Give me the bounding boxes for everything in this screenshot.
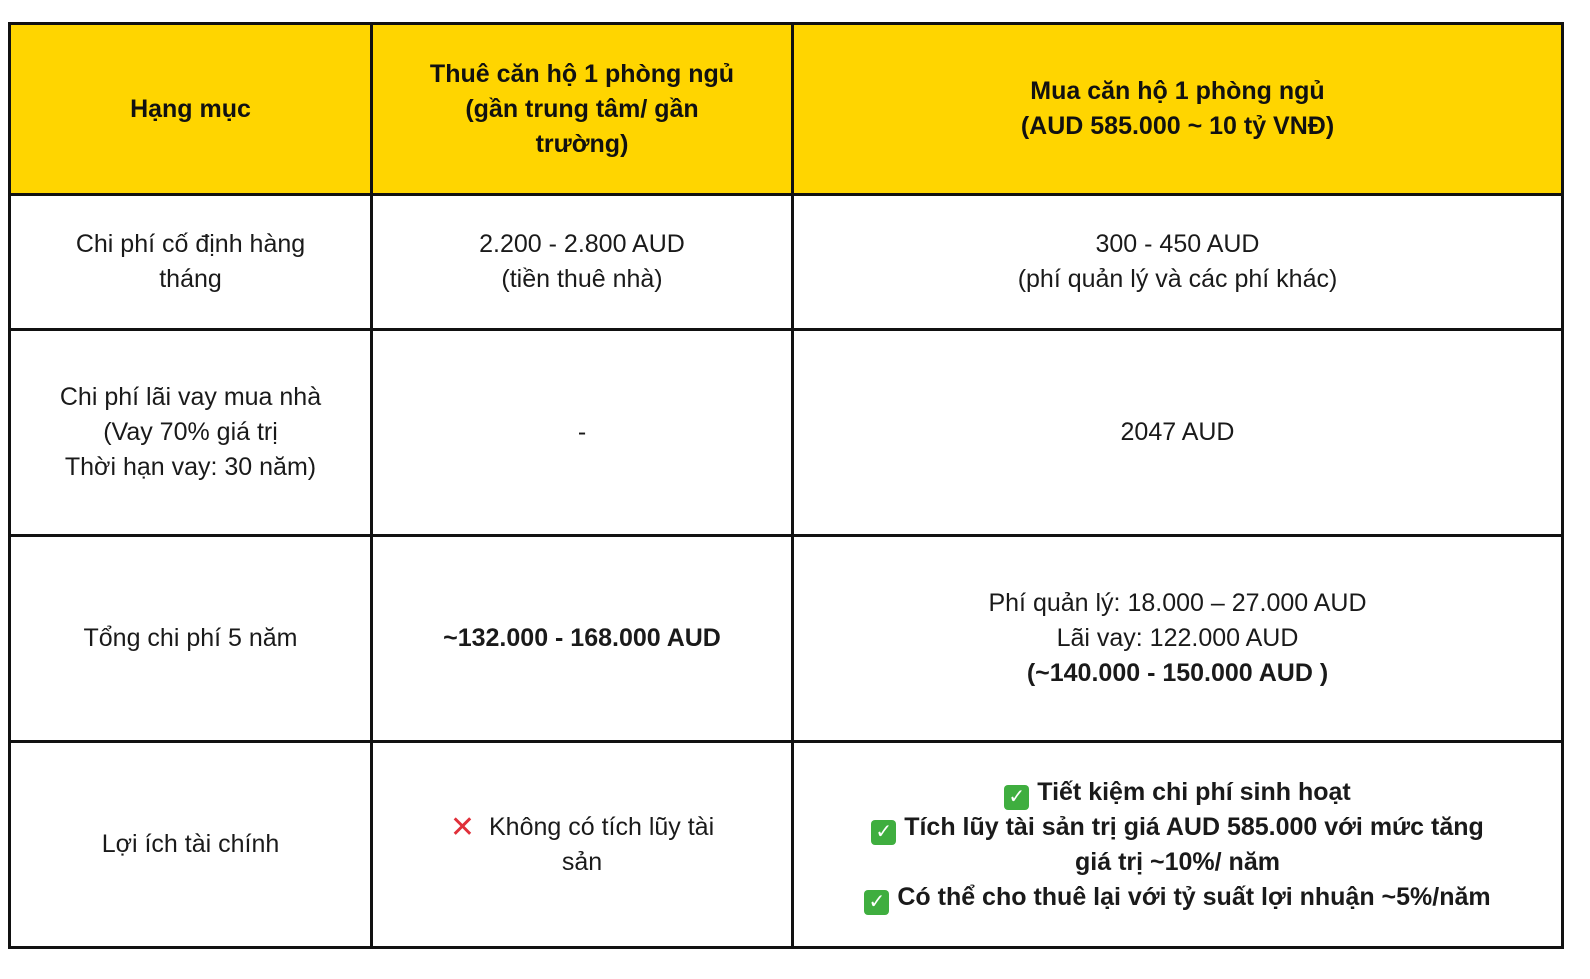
category-cell	[10, 536, 372, 742]
header-buy	[793, 24, 1563, 195]
rent-cell	[372, 742, 793, 948]
category-line: tháng	[159, 265, 222, 293]
header-buy-line: (AUD 585.000 ~ 10 tỷ VNĐ)	[1020, 112, 1335, 140]
header-rent-line: (gần trung tâm/ gần	[465, 94, 699, 123]
category-line: Chi phí lãi vay mua nhà	[59, 383, 322, 411]
table-row	[10, 536, 1563, 742]
check-mark-icon: ✓	[864, 890, 889, 915]
check-mark-icon: ✓	[1004, 785, 1029, 810]
cross-mark-icon: ✕	[449, 810, 475, 844]
buy-total: (~140.000 - 150.000 AUD )	[1026, 659, 1329, 687]
buy-benefit-line	[812, 775, 1543, 810]
table-row	[10, 195, 1563, 330]
buy-benefit-text: Có thể cho thuê lại với tỷ suất lợi nhuận ~5%/năm	[897, 882, 1491, 911]
table-row	[10, 742, 1563, 948]
category-line: Tổng chi phí 5 năm	[83, 624, 298, 652]
rent-cell	[372, 330, 793, 536]
buy-benefit-line	[812, 810, 1543, 845]
table-row	[10, 330, 1563, 536]
buy-line: (phí quản lý và các phí khác)	[1017, 265, 1338, 293]
buy-benefit-text: Tiết kiệm chi phí sinh hoạt	[1037, 777, 1351, 806]
category-line: Thời hạn vay: 30 năm)	[64, 453, 317, 481]
header-rent-line: trường)	[535, 129, 629, 158]
buy-line: Lãi vay: 122.000 AUD	[1056, 624, 1299, 652]
rent-benefit-line: sản	[561, 847, 603, 876]
rent-value: -	[577, 418, 587, 446]
buy-benefit-line	[812, 880, 1543, 915]
buy-benefit-line: giá trị ~10%/ năm	[1075, 847, 1280, 876]
header-row	[10, 24, 1563, 195]
header-rent	[372, 24, 793, 195]
check-mark-icon: ✓	[871, 820, 896, 845]
category-line: Lợi ích tài chính	[101, 830, 280, 858]
buy-cell	[793, 330, 1563, 536]
category-cell	[10, 330, 372, 536]
category-cell	[10, 742, 372, 948]
header-category	[10, 24, 372, 195]
buy-cell	[793, 536, 1563, 742]
comparison-table	[8, 22, 1564, 949]
category-line: Chi phí cố định hàng	[75, 230, 306, 258]
rent-line: (tiền thuê nhà)	[501, 265, 663, 293]
buy-cell	[793, 195, 1563, 330]
rent-cell	[372, 536, 793, 742]
rent-line: 2.200 - 2.800 AUD	[479, 230, 685, 258]
buy-line: 300 - 450 AUD	[1095, 230, 1260, 258]
category-cell	[10, 195, 372, 330]
category-line: (Vay 70% giá trị	[103, 418, 278, 446]
rent-cell	[372, 195, 793, 330]
rent-benefit-text: Không có tích lũy tài	[489, 812, 715, 841]
rent-benefit-line	[391, 810, 773, 845]
header-buy-line: Mua căn hộ 1 phòng ngủ	[1030, 77, 1325, 105]
rent-total: ~132.000 - 168.000 AUD	[443, 624, 721, 652]
buy-benefit-text: Tích lũy tài sản trị giá AUD 585.000 với mức tăng	[904, 812, 1484, 841]
header-category-label: Hạng mục	[130, 94, 251, 123]
buy-value: 2047 AUD	[1120, 418, 1235, 446]
header-rent-line: Thuê căn hộ 1 phòng ngủ	[429, 59, 735, 88]
buy-line: Phí quản lý: 18.000 – 27.000 AUD	[988, 589, 1367, 617]
buy-cell	[793, 742, 1563, 948]
